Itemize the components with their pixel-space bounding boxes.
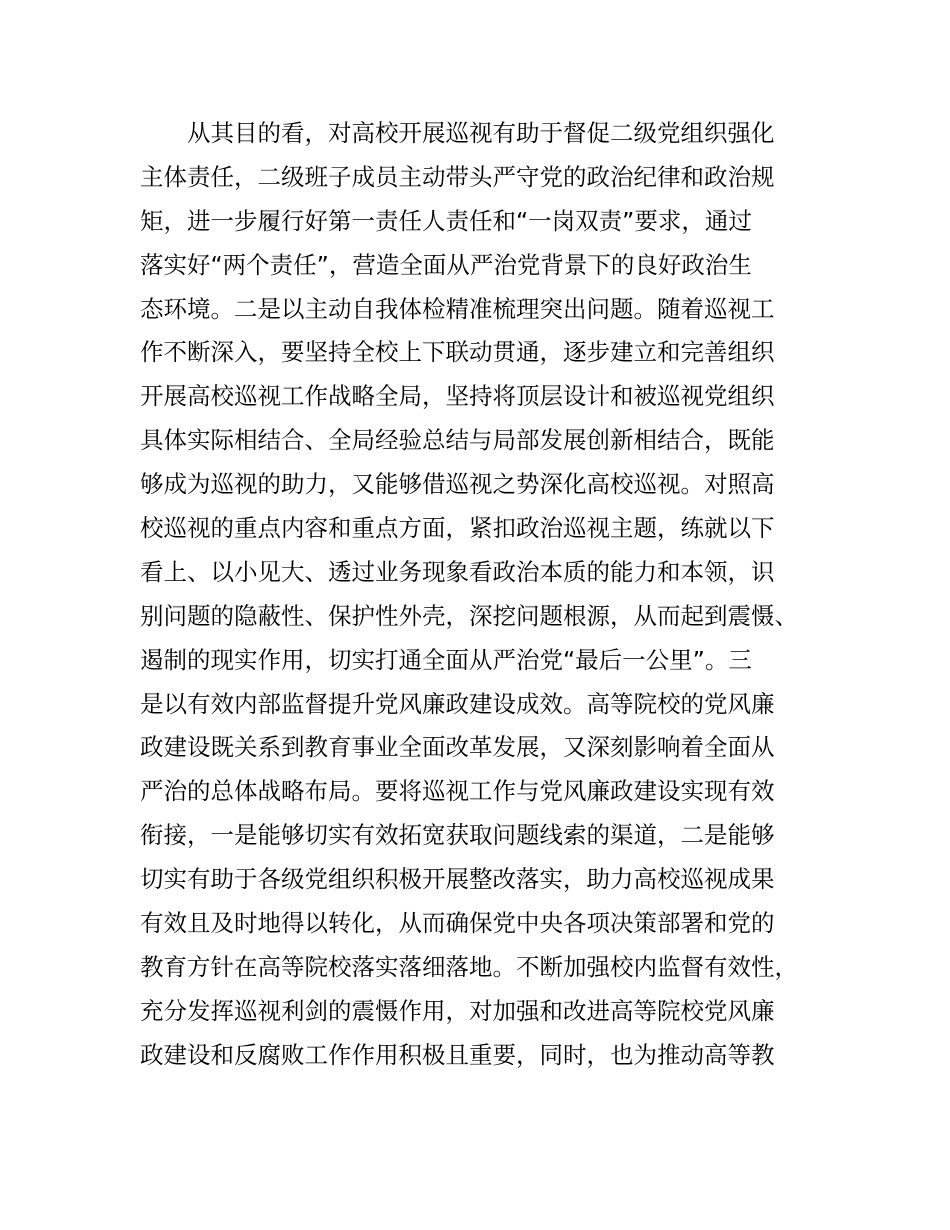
body-paragraph (140, 112, 830, 1078)
text-line: 切实有助于各级党组织积极开展整改落实，助力高校巡视成果 (140, 865, 775, 894)
text-line: 政建设既关系到教育事业全面改革发展，又深刻影响着全面从 (140, 733, 775, 762)
text-line: 态环境。二是以主动自我体检精准梳理突出问题。随着巡视工 (140, 294, 775, 323)
text-line: 主体责任，二级班子成员主动带头严守党的政治纪律和政治规 (140, 162, 775, 191)
text-line: 充分发挥巡视利剑的震慑作用，对加强和改进高等院校党风廉 (140, 996, 775, 1025)
text-line: 从其目的看，对高校开展巡视有助于督促二级党组织强化 (187, 119, 775, 147)
text-line: 教育方针在高等院校落实落细落地。不断加强校内监督有效性， (140, 952, 798, 981)
text-line: 遏制的现实作用，切实打通全面从严治党“最后一公里”。三 (140, 645, 752, 674)
text-line: 衔接，一是能够切实有效拓宽获取问题线索的渠道，二是能够 (140, 821, 775, 850)
text-line: 作不断深入，要坚持全校上下联动贯通，逐步建立和完善组织 (140, 338, 775, 367)
text-line: 具体实际相结合、全局经验总结与局部发展创新相结合，既能 (140, 426, 775, 455)
text-line: 开展高校巡视工作战略全局，坚持将顶层设计和被巡视党组织 (140, 382, 775, 411)
text-line: 看上、以小见大、透过业务现象看政治本质的能力和本领，识 (140, 557, 775, 586)
text-line: 矩，进一步履行好第一责任人责任和“一岗双责”要求，通过 (140, 206, 752, 235)
text-line: 是以有效内部监督提升党风廉政建设成效。高等院校的党风廉 (140, 689, 775, 718)
text-line: 严治的总体战略布局。要将巡视工作与党风廉政建设实现有效 (140, 777, 775, 806)
text-line: 落实好“两个责任”，营造全面从严治党背景下的良好政治生 (140, 250, 752, 279)
text-line: 政建设和反腐败工作作用积极且重要，同时，也为推动高等教 (140, 1040, 775, 1069)
text-line: 有效且及时地得以转化，从而确保党中央各项决策部署和党的 (140, 909, 775, 938)
text-line: 校巡视的重点内容和重点方面，紧扣政治巡视主题，练就以下 (140, 514, 775, 543)
text-line: 够成为巡视的助力，又能够借巡视之势深化高校巡视。对照高 (140, 470, 775, 499)
text-line: 别问题的隐蔽性、保护性外壳，深挖问题根源，从而起到震慑、 (140, 601, 798, 630)
